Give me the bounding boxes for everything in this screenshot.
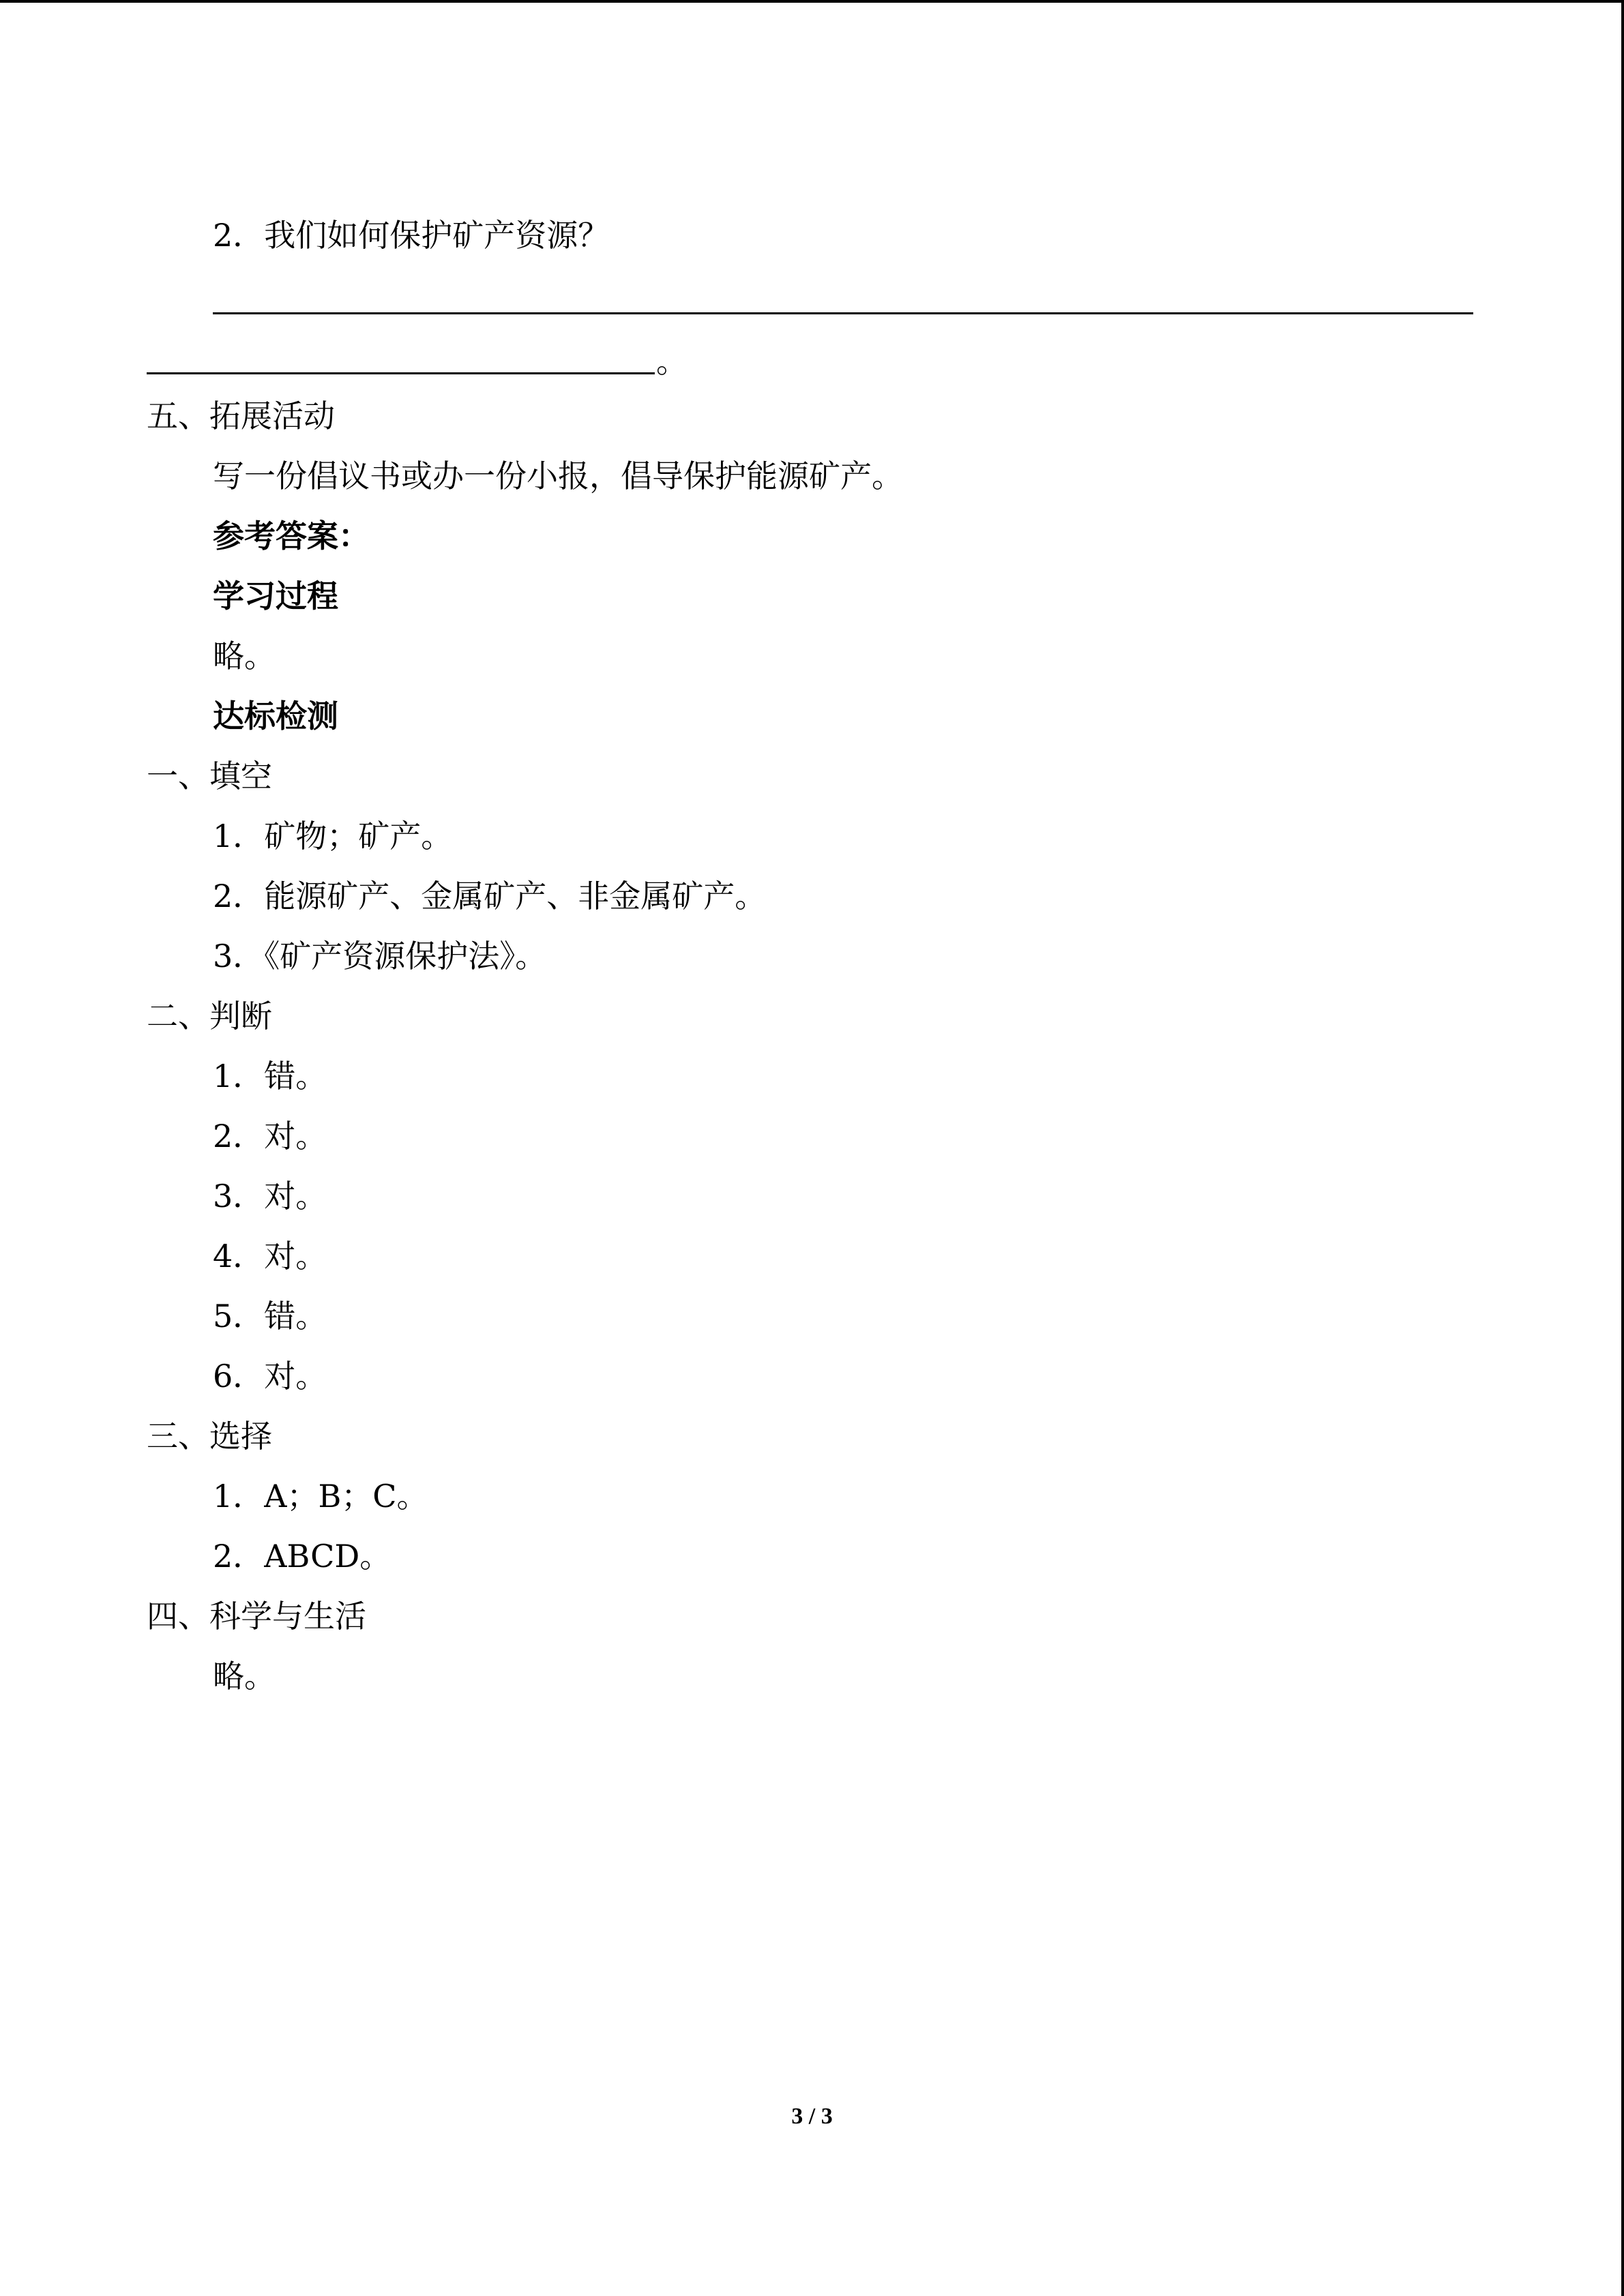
section-1-title: 一、填空	[147, 758, 272, 794]
section-5-title: 五、拓展活动	[147, 398, 335, 434]
section-2-item: 1．错。	[213, 1058, 327, 1094]
check-title: 达标检测	[213, 698, 338, 734]
section-5-body: 写一份倡议书或办一份小报，倡导保护能源矿产。	[213, 458, 903, 494]
section-1-item: 1．矿物；矿产。	[213, 818, 453, 854]
answer-line-1	[213, 312, 1473, 314]
section-3-item: 2．ABCD。	[213, 1538, 392, 1575]
answer-line-end-punct: 。	[656, 343, 688, 380]
page-number: 3 / 3	[791, 2104, 833, 2129]
answer-line-2	[147, 372, 655, 374]
question-2: 2．我们如何保护矿产资源？	[213, 217, 610, 254]
page-border-right	[1621, 0, 1624, 2296]
section-3-title: 三、选择	[147, 1418, 272, 1455]
page-border-top	[0, 0, 1624, 3]
section-2-item: 6．对。	[213, 1358, 327, 1395]
reference-answer-title: 参考答案：	[213, 518, 370, 554]
section-2-item: 4．对。	[213, 1238, 327, 1274]
section-2-item: 2．对。	[213, 1118, 327, 1154]
section-1-item: 2．能源矿产、金属矿产、非金属矿产。	[213, 878, 767, 914]
learning-process-body: 略。	[213, 638, 276, 674]
learning-process-title: 学习过程	[213, 578, 338, 614]
section-2-title: 二、判断	[147, 998, 272, 1034]
section-2-item: 5．错。	[213, 1298, 327, 1335]
section-2-item: 3．对。	[213, 1178, 327, 1214]
section-4-body: 略。	[213, 1658, 276, 1695]
section-1-item: 3．《矿产资源保护法》。	[213, 938, 547, 974]
section-4-title: 四、科学与生活	[147, 1598, 366, 1635]
section-3-item: 1．A；B；C。	[213, 1478, 428, 1515]
